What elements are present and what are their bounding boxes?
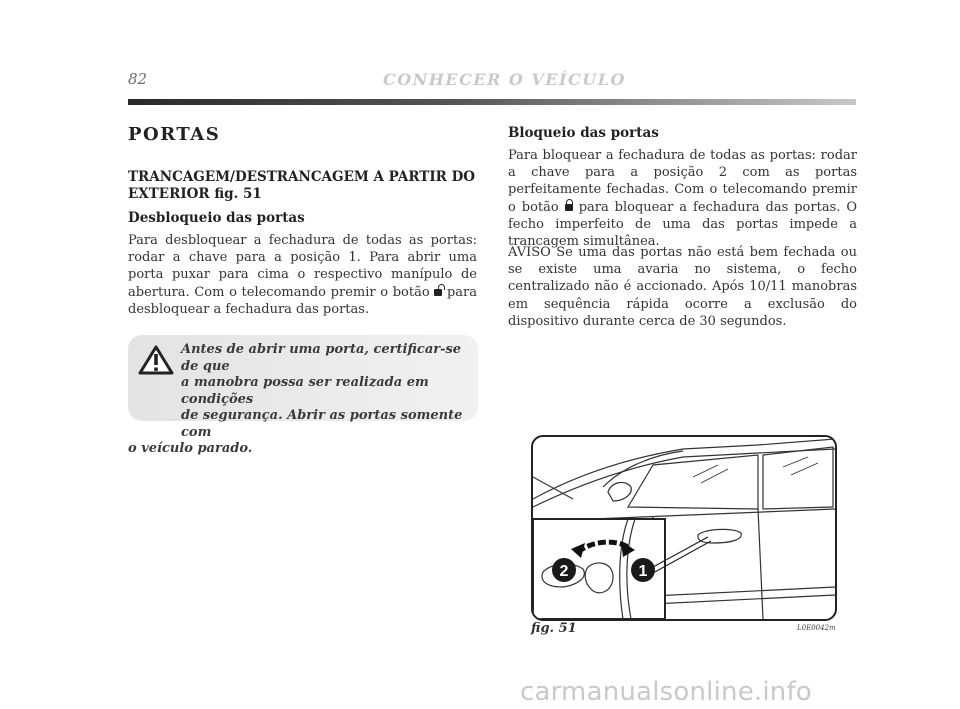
section-title: PORTAS xyxy=(128,124,221,145)
lock-heading: Bloqueio das portas xyxy=(508,125,659,141)
warning-text xyxy=(128,342,463,458)
lock-padlock-icon xyxy=(565,202,573,212)
unlock-padlock-icon xyxy=(434,287,442,297)
header-rule xyxy=(128,99,856,105)
warning-line-4: o veículo parado. xyxy=(128,441,253,456)
unlock-paragraph xyxy=(128,232,477,318)
page-number: 82 xyxy=(128,70,148,88)
unlock-text-before: Para desbloquear a fechadura de todas as portas: rodar a chave para a posição 1. Para abrir uma porta puxar para cima o respectivo manípulo de abertura. Com o telecomando premir o botão xyxy=(128,233,477,300)
figure-caption: fig. 51 xyxy=(531,621,577,636)
watermark: carmanualsonline.info xyxy=(520,677,812,707)
warning-line-2: a manobra possa ser realizada em condições xyxy=(181,375,429,407)
warning-line-3: de segurança. Abrir as portas somente com xyxy=(181,408,463,440)
figure-code: L0E0042m xyxy=(797,624,836,632)
figure-51-illustration xyxy=(531,435,837,621)
lock-text-after: para bloquear a fechadura das portas. O fecho imperfeito de uma das portas impede a trancagem simultânea. xyxy=(508,199,857,250)
running-title: CONHECER O VEÍCULO xyxy=(383,70,626,89)
lock-paragraph xyxy=(508,147,857,250)
lock-text-before: Para bloquear a fechadura de todas as portas: rodar a chave para a posição 2 com as portas perfeitamente fechadas. Com o telecomando premir o botão xyxy=(508,148,857,215)
unlock-heading: Desbloqueio das portas xyxy=(128,210,305,226)
warning-line-1: Antes de abrir uma porta, certificar-se de que xyxy=(181,342,462,374)
callout-2-label: 2 xyxy=(559,563,569,580)
subheading-line-1: TRANCAGEM/DESTRANCAGEM A PARTIR DO xyxy=(128,169,476,185)
callout-1-label: 1 xyxy=(638,563,648,580)
car-door-drawing xyxy=(533,437,835,619)
subheading-line-2: EXTERIOR fig. 51 xyxy=(128,186,262,202)
unlock-text-after: para desbloquear a fechadura das portas. xyxy=(128,284,478,317)
notice-paragraph: AVISO Se uma das portas não está bem fechada ou se existe uma avaria no sistema, o fecho centralizado não é accionado. Após 10/11 manobras em sequência rápida ocorre a exclusão do dispositivo durante cerca de 30 segundos. xyxy=(508,245,857,329)
subheading xyxy=(128,169,488,203)
